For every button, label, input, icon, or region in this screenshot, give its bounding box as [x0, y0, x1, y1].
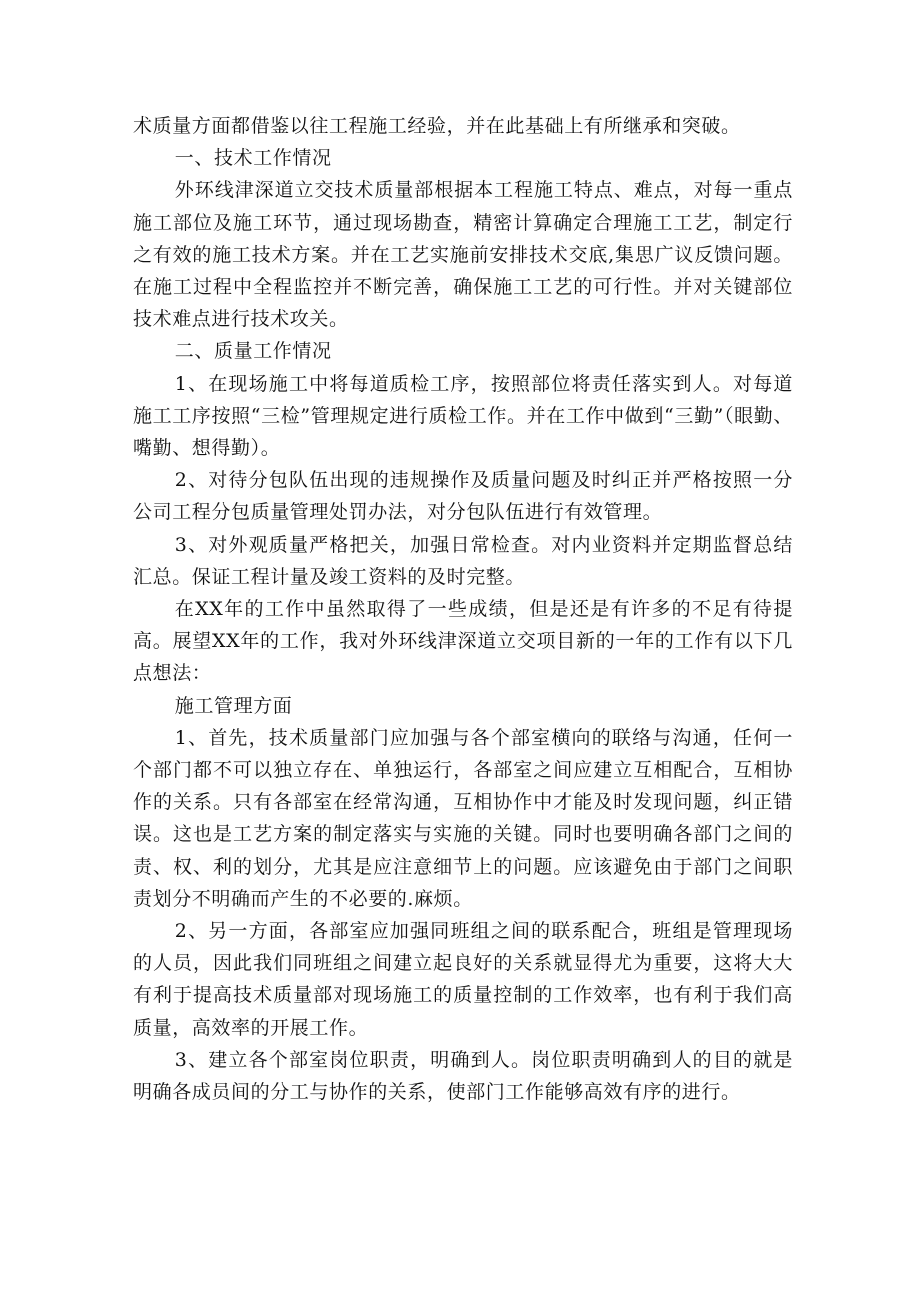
- section-heading-quality: 二、质量工作情况: [174, 340, 332, 363]
- paragraph-continued: 术质量方面都借鉴以往工程施工经验，并在此基础上有所继承和突破。: [133, 115, 741, 137]
- paragraph-outlook: 在XX年的工作中虽然取得了一些成绩，但是还是有许多的不足有待提高。展望XX年的工作，我对外环线津深道立交项目新的一年的工作有以下几点想法：: [133, 598, 793, 685]
- section-heading-technical: 一、技术工作情况: [174, 147, 332, 170]
- paragraph-management-item-3: 3、建立各个部室岗位职责，明确到人。岗位职责明确到人的目的就是明确各成员间的分工与协作的关系，使部门工作能够高效有序的进行。: [133, 1048, 793, 1104]
- section-heading-management: 施工管理方面: [174, 694, 293, 717]
- paragraph-management-item-2: 2、另一方面，各部室应加强同班组之间的联系配合，班组是管理现场的人员，因此我们同班组之间建立起良好的关系就显得尤为重要，这将大大有利于提高技术质量部对现场施工的质量控制的工作效率，也有利于我们高质量，高效率的开展工作。: [133, 920, 793, 1039]
- paragraph-quality-item-3: 3、对外观质量严格把关，加强日常检查。对内业资料并定期监督总结汇总。保证工程计量及竣工资料的及时完整。: [133, 533, 793, 588]
- paragraph-quality-item-2: 2、对待分包队伍出现的违规操作及质量问题及时纠正并严格按照一分公司工程分包质量管理处罚办法，对分包队伍进行有效管理。: [133, 469, 793, 524]
- document-body: [133, 110, 793, 1108]
- paragraph-quality-item-1: 1、在现场施工中将每道质检工序，按照部位将责任落实到人。对每道施工工序按照“三检”管理规定进行质检工作。并在工作中做到“三勤”（眼勤、嘴勤、想得勤）。: [133, 372, 793, 460]
- paragraph-management-item-1: 1、首先，技术质量部门应加强与各个部室横向的联络与沟通，任何一个部门都不可以独立存在、单独运行，各部室之间应建立互相配合，互相协作的关系。只有各部室在经常沟通，互相协作中才能及时发现问题，纠正错误。这也是工艺方案的制定落实与实施的关键。同时也要明确各部门之间的责、权、利的划分，尤其是应注意细节上的问题。应该避免由于部门之间职责划分不明确而产生的不必要的.麻烦。: [133, 726, 793, 910]
- paragraph-technical-work: 外环线津深道立交技术质量部根据本工程施工特点、难点，对每一重点施工部位及施工环节，通过现场勘查，精密计算确定合理施工工艺，制定行之有效的施工技术方案。并在工艺实施前安排技术交底,集思广议反馈问题。在施工过程中全程监控并不断完善，确保施工工艺的可行性。并对关键部位技术难点进行技术攻关。: [133, 179, 793, 331]
